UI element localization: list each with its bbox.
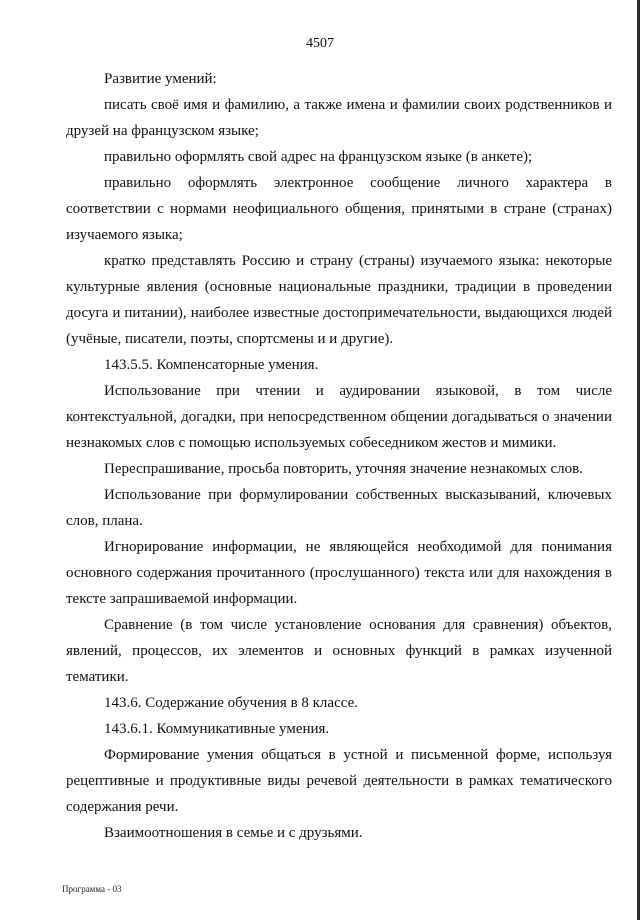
- paragraph-communication: Формирование умения общаться в устной и письменной форме, используя рецептивные и продуктивные виды речевой деятельности в рамках тематического содержания речи.: [66, 747, 612, 815]
- paragraph-comparison: Сравнение (в том числе установление основания для сравнения) объектов, явлений, процессов, их элементов и основных функций в рамках изученной тематики.: [66, 617, 612, 685]
- paragraph-keywords: Использование при формулировании собственных высказываний, ключевых слов, плана.: [66, 487, 612, 529]
- section-heading-grade-8: 143.6. Содержание обучения в 8 классе.: [104, 695, 358, 711]
- paragraph-ignoring: Игнорирование информации, не являющейся необходимой для понимания основного содержания прочитанного (прослушанного) текста или для нахождения в тексте запрашиваемой информации.: [66, 539, 612, 607]
- section-heading-compensatory: 143.5.5. Компенсаторные умения.: [104, 357, 319, 373]
- paragraph-write-name: писать своё имя и фамилию, а также имена и фамилии своих родственников и друзей на французском языке;: [66, 97, 612, 139]
- paragraph-russia: кратко представлять Россию и страну (страны) изучаемого языка: некоторые культурные явления (основные национальные праздники, традиции в проведении досуга и питании), наиболее известные достопримечательности, выдающихся людей (учёные, писатели, поэты, спортсмены и и другие).: [66, 253, 612, 347]
- paragraph-skills-heading: Развитие умений:: [104, 71, 217, 87]
- paragraph-asking-again: Переспрашивание, просьба повторить, уточняя значение незнакомых слов.: [104, 461, 583, 477]
- paragraph-address: правильно оформлять свой адрес на французском языке (в анкете);: [104, 149, 533, 165]
- page-number: 4507: [306, 36, 334, 51]
- paragraph-relationships: Взаимоотношения в семье и с друзьями.: [104, 825, 363, 841]
- paragraph-email: правильно оформлять электронное сообщение личного характера в соответствии с нормами неофициального общения, принятыми в стране (странах) изучаемого языка;: [66, 175, 612, 243]
- paragraph-guessing: Использование при чтении и аудировании языковой, в том числе контекстуальной, догадки, при непосредственном общении догадываться о значении незнакомых слов с помощью используемых собеседником жестов и мимики.: [66, 383, 612, 451]
- section-heading-communicative: 143.6.1. Коммуникативные умения.: [104, 721, 330, 737]
- footer-label: Программа - 03: [62, 884, 122, 894]
- document-body: [66, 66, 612, 846]
